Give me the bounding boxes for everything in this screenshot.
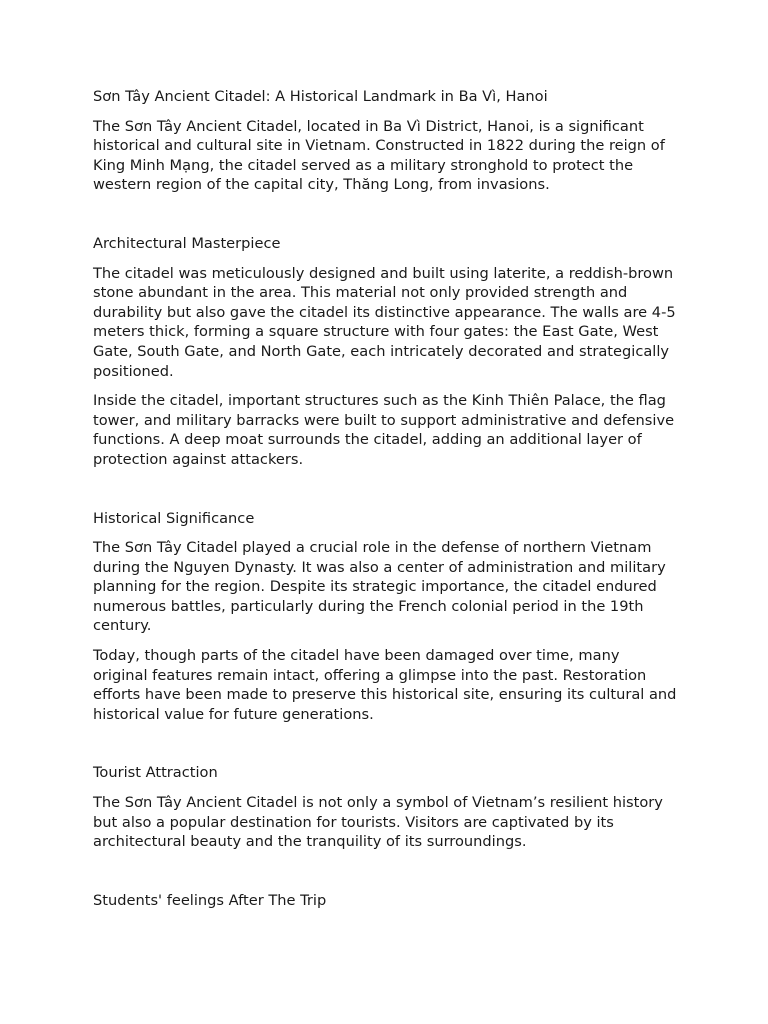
architecture-paragraph-2: Inside the citadel, important structures such as the Kinh Thiên Palace, the flag tower, and military barracks were built to support administrative and defensive functions. A deep moat surrounds the citadel, adding an additional layer of protection against attackers. <box>93 392 675 468</box>
document-page <box>93 87 678 910</box>
section-heading-students-feelings: Students' feelings After The Trip <box>93 891 327 909</box>
significance-paragraph-2: Today, though parts of the citadel have been damaged over time, many original features remain intact, offering a glimpse into the past. Restoration efforts have been made to preserve this historical site, ensuring its cultural and historical value for future generations. <box>93 647 677 723</box>
document-title: Sơn Tây Ancient Citadel: A Historical Landmark in Ba Vì, Hanoi <box>93 88 548 105</box>
significance-paragraph-1: The Sơn Tây Citadel played a crucial role in the defense of northern Vietnam during the Nguyen Dynasty. It was also a center of administration and military planning for the region. Despite its strategic importance, the citadel endured numerous battles, particularly during the French colonial period in the 19th century. <box>93 539 666 635</box>
section-heading-historical-significance: Historical Significance <box>93 509 255 527</box>
intro-paragraph: The Sơn Tây Ancient Citadel, located in Ba Vì District, Hanoi, is a significant historical and cultural site in Vietnam. Constructed in 1822 during the reign of King Minh Mạng, the citadel served as a military stronghold to protect the western region of the capital city, Thăng Long, from invasions. <box>93 117 665 194</box>
section-heading-architecture: Architectural Masterpiece <box>93 234 281 252</box>
tourist-paragraph-1: The Sơn Tây Ancient Citadel is not only a symbol of Vietnam’s resilient history but also a popular destination for tourists. Visitors are captivated by its architectural beauty and the tranquility of its surroundings. <box>93 794 663 851</box>
section-heading-tourist-attraction: Tourist Attraction <box>93 764 218 782</box>
architecture-paragraph-1: The citadel was meticulously designed and built using laterite, a reddish-brown stone abundant in the area. This material not only provided strength and durability but also gave the citadel its distinctive appearance. The walls are 4-5 meters thick, forming a square structure with four gates: the East Gate, West Gate, South Gate, and North Gate, each intricately decorated and strategically positioned. <box>93 264 676 380</box>
